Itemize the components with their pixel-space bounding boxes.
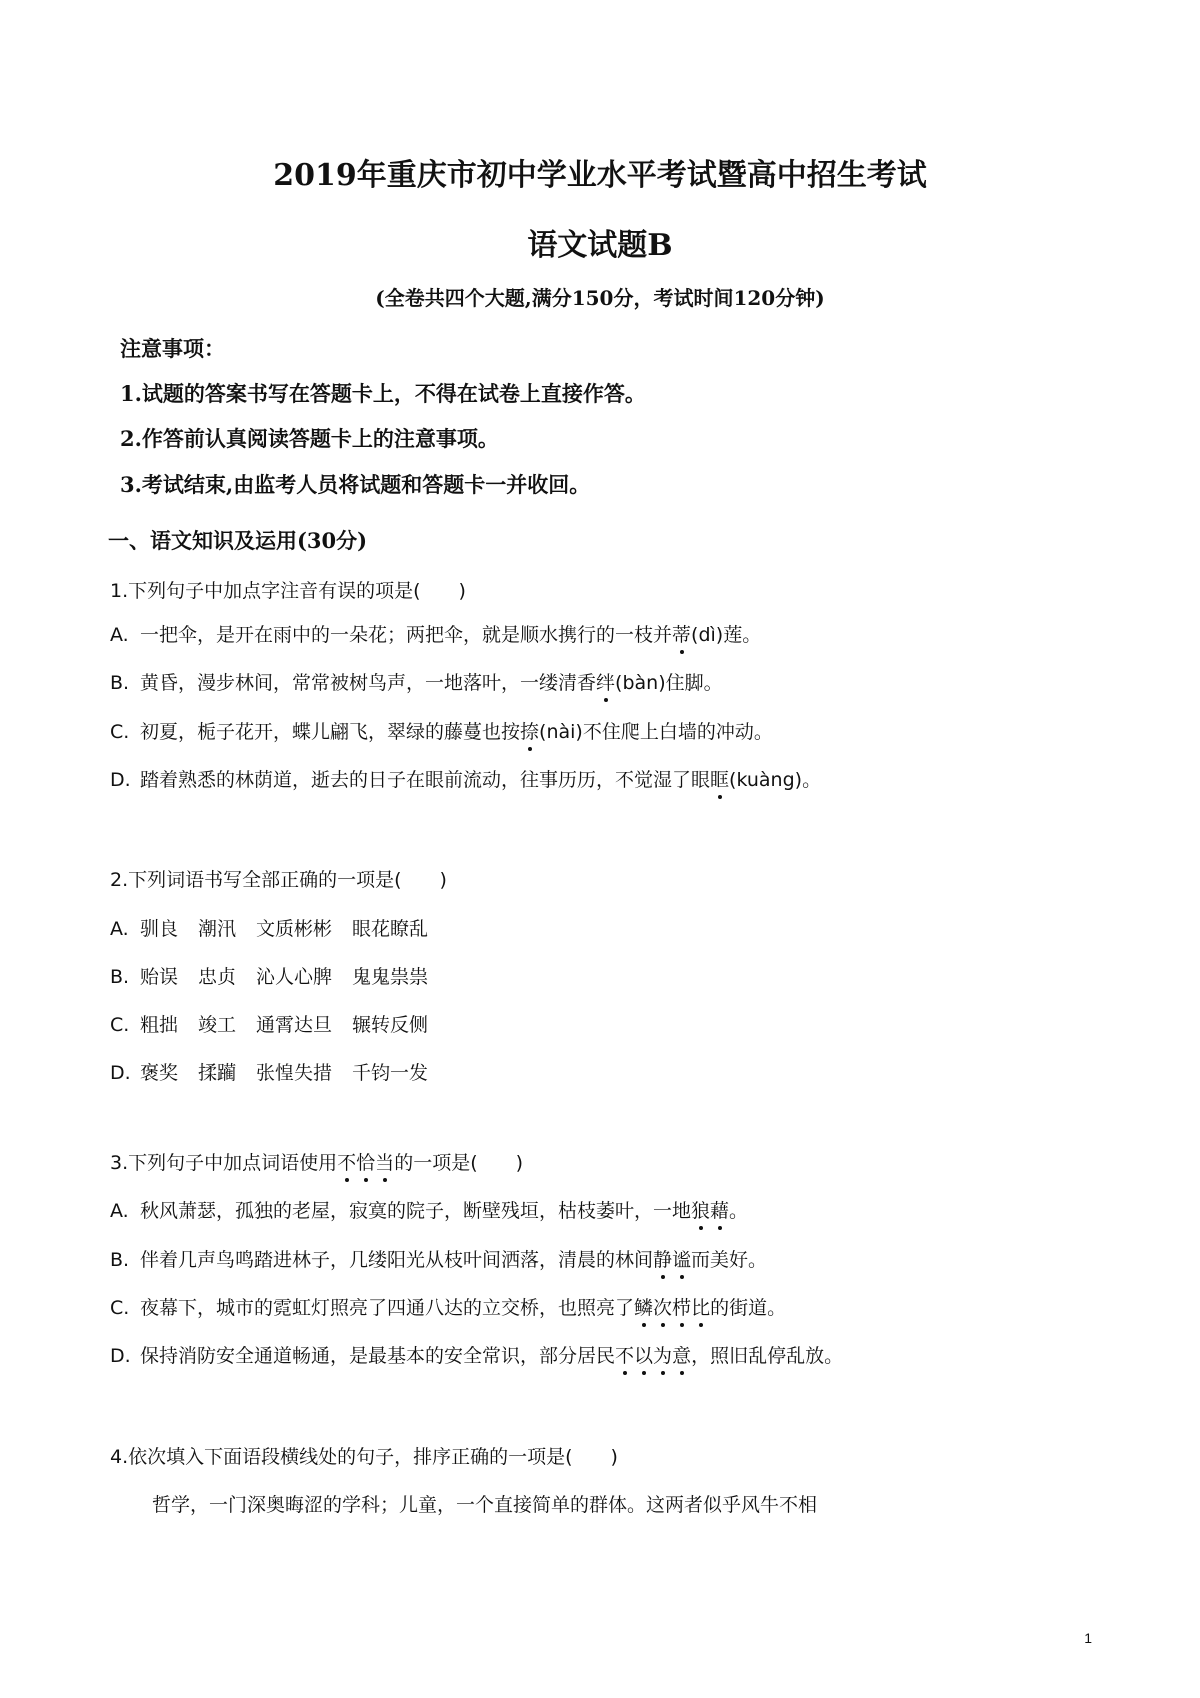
- option-text: 初夏，栀子花开，蝶儿翩飞，翠绿的藤蔓也按: [140, 721, 521, 743]
- notice-item: 1.试题的答案书写在答题卡上，不得在试卷上直接作答。: [120, 381, 646, 406]
- option-text: ，照旧乱停乱放。: [691, 1345, 844, 1367]
- word: 竣工: [198, 1014, 237, 1036]
- stem-text: 的一项是( ): [394, 1152, 524, 1174]
- q4-passage: 哲学，一门深奥晦涩的学科；儿童，一个直接简单的群体。这两者似乎风牛不相: [152, 1494, 818, 1516]
- q1-option-d: [110, 765, 821, 792]
- word: 揉躏: [198, 1062, 237, 1084]
- notice-item: 2.作答前认真阅读答题卡上的注意事项。: [120, 426, 499, 451]
- word: 眼花瞭乱: [352, 918, 429, 940]
- dotted-char: 栉: [672, 1293, 691, 1320]
- dotted-char: 蒂: [672, 620, 691, 647]
- option-letter: B.: [110, 966, 130, 988]
- word: 忠贞: [198, 966, 237, 988]
- option-text: (bàn)住脚。: [615, 672, 723, 694]
- option-text: (dì)莲。: [691, 624, 762, 646]
- dotted-char: 恰: [356, 1148, 375, 1175]
- q2-option-d: [110, 1058, 448, 1085]
- word: 驯良: [140, 918, 179, 940]
- dotted-char: 比: [691, 1293, 710, 1320]
- option-text: 。: [729, 1200, 749, 1222]
- q1-option-b: [110, 668, 723, 695]
- option-text: 黄昏，漫步林间，常常被树鸟声，一地落叶，一缕清香: [140, 672, 597, 694]
- option-text: 而美好。: [691, 1249, 768, 1271]
- dotted-char: 静: [653, 1245, 672, 1272]
- q3-option-c: [110, 1293, 786, 1320]
- word: 通霄达旦: [256, 1014, 333, 1036]
- option-letter: C.: [110, 721, 130, 743]
- question-3-stem: [110, 1148, 523, 1175]
- dotted-char: 眶: [710, 765, 729, 792]
- word: 千钧一发: [352, 1062, 429, 1084]
- notice-item: 3.考试结束,由监考人员将试题和答题卡一并收回。: [120, 472, 591, 497]
- word: 鬼鬼祟祟: [352, 966, 429, 988]
- page-number: 1: [1084, 1630, 1092, 1646]
- word: 潮汛: [198, 918, 237, 940]
- dotted-char: 藉: [710, 1196, 729, 1223]
- word: 张惶失措: [256, 1062, 333, 1084]
- dotted-char: 鳞: [634, 1293, 653, 1320]
- question-2-stem: 2.下列词语书写全部正确的一项是( ): [110, 869, 447, 891]
- q3-option-d: [110, 1341, 843, 1368]
- option-letter: B.: [110, 672, 130, 694]
- dotted-char: 为: [653, 1341, 672, 1368]
- option-letter: B.: [110, 1249, 130, 1271]
- dotted-char: 以: [634, 1341, 653, 1368]
- dotted-char: 次: [653, 1293, 672, 1320]
- dotted-char: 不: [615, 1341, 634, 1368]
- dotted-char: 不: [337, 1148, 356, 1175]
- exam-info: (全卷共四个大题,满分150分，考试时间120分钟): [375, 286, 825, 310]
- dotted-char: 捺: [520, 717, 539, 744]
- option-text: 踏着熟悉的林荫道，逝去的日子在眼前流动，往事历历，不觉湿了眼: [140, 769, 711, 791]
- option-text: 的街道。: [710, 1297, 787, 1319]
- word: 文质彬彬: [256, 918, 333, 940]
- option-text: 夜幕下，城市的霓虹灯照亮了四通八达的立交桥，也照亮了: [140, 1297, 635, 1319]
- option-letter: D.: [110, 1062, 131, 1084]
- word: 粗拙: [140, 1014, 179, 1036]
- option-letter: A.: [110, 918, 129, 940]
- option-letter: D.: [110, 769, 131, 791]
- option-text: 一把伞，是开在雨中的一朵花；两把伞，就是顺水携行的一枝并: [140, 624, 673, 646]
- option-letter: C.: [110, 1297, 130, 1319]
- word: 褒奖: [140, 1062, 179, 1084]
- dotted-char: 当: [375, 1148, 394, 1175]
- section-title: 一、语文知识及运用(30分): [108, 528, 368, 553]
- exam-subject: 语文试题B: [527, 228, 673, 263]
- notice-heading: 注意事项：: [120, 336, 225, 361]
- option-text: 秋风萧瑟，孤独的老屋，寂寞的院子，断壁残垣，枯枝萎叶，一地: [140, 1200, 692, 1222]
- word: 贻误: [140, 966, 179, 988]
- exam-title: 2019年重庆市初中学业水平考试暨高中招生考试: [273, 158, 927, 193]
- option-letter: A.: [110, 624, 129, 646]
- option-text: 伴着几声鸟鸣踏进林子，几缕阳光从枝叶间洒落，清晨的林间: [140, 1249, 654, 1271]
- q1-option-c: [110, 717, 773, 744]
- word: 沁人心脾: [256, 966, 333, 988]
- q2-option-b: [110, 962, 448, 989]
- option-text: 保持消防安全通道畅通，是最基本的安全常识，部分居民: [140, 1345, 616, 1367]
- dotted-char: 意: [672, 1341, 691, 1368]
- option-text: (kuàng)。: [729, 769, 822, 791]
- word: 辗转反侧: [352, 1014, 429, 1036]
- q2-option-a: [110, 914, 448, 941]
- q3-option-a: [110, 1196, 748, 1223]
- dotted-char: 绊: [596, 668, 615, 695]
- q2-option-c: [110, 1010, 448, 1037]
- option-letter: A.: [110, 1200, 129, 1222]
- q1-option-a: [110, 620, 761, 647]
- question-4-stem: 4.依次填入下面语段横线处的句子，排序正确的一项是( ): [110, 1446, 618, 1468]
- dotted-char: 狼: [691, 1196, 710, 1223]
- option-text: (nài)不住爬上白墙的冲动。: [539, 721, 773, 743]
- dotted-char: 谧: [672, 1245, 691, 1272]
- stem-text: 3.下列句子中加点词语使用: [110, 1152, 338, 1174]
- question-1-stem: 1.下列句子中加点字注音有误的项是( ): [110, 580, 466, 602]
- q3-option-b: [110, 1245, 767, 1272]
- option-letter: D.: [110, 1345, 131, 1367]
- option-letter: C.: [110, 1014, 130, 1036]
